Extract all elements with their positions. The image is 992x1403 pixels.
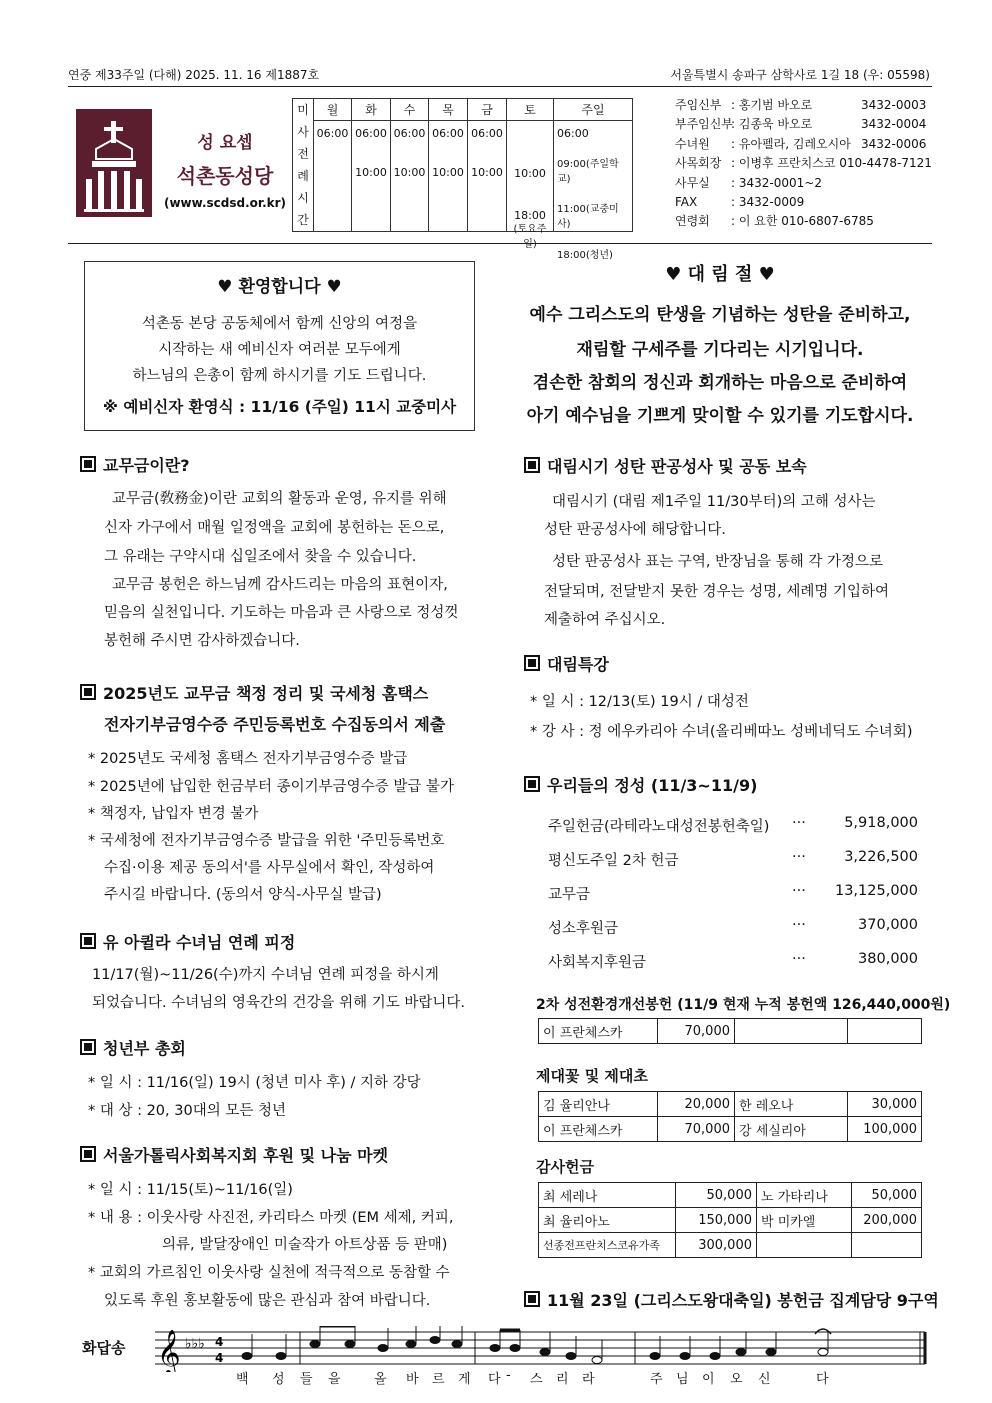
wed-times: 06:00 10:00 [391,121,429,232]
contact-row: 사무실 : 3432-0001~2 [675,175,822,190]
text-line: 주시길 바랍니다. (동의서 양식-사무실 발급) [104,887,382,903]
sat-times: 10:00 18:00 (토요주일) [507,121,554,232]
renovation-title: 2차 성전환경개선봉헌 (11/9 현재 누적 봉헌액 126,440,000원) [536,997,951,1013]
text-line: 전달되며, 전달받지 못한 경우는 성명, 세례명 기입하여 [544,584,890,600]
text-line: 그 유래는 구약시대 십일조에서 찾을 수 있습니다. [104,549,417,565]
welcome-note: ※ 예비신자 환영식 : 11/16 (주일) 11시 교중미사 [102,398,457,416]
schedule-label: 미 사 전 례 시 간 [293,99,314,232]
table-row: 최 율리아노 150,000 박 미카엘 200,000 [539,1208,922,1233]
square-bullet-icon [80,456,96,472]
square-bullet-icon [80,1146,96,1162]
offering-row: 교무금 ··· 13,125,000 [548,883,918,903]
day-sun: 주일 [554,99,633,121]
table-row: 이 프란체스카 70,000 강 세실리아 100,000 [539,1117,922,1142]
square-bullet-icon [524,457,540,473]
text-line: 봉헌해 주시면 감사하겠습니다. [104,633,300,649]
text-line: 교무금 봉헌은 하느님께 감사드리는 마음의 표현이자, [112,577,448,593]
text-line: 11/17(월)~11/26(수)까지 수녀님 연례 피정을 하시게 [92,967,439,983]
top-divider [68,86,932,87]
square-bullet-icon [524,655,540,671]
mon-times: 06:00 [314,121,352,232]
music-notation-icon [155,1326,930,1372]
table-row: 선종전프란치스코유가족 300,000 [539,1233,922,1258]
text-line: * 대 상 : 20, 30대의 모든 청년 [88,1103,286,1119]
svg-text:4: 4 [215,1335,224,1349]
svg-text:♭♭♭: ♭♭♭ [185,1336,205,1352]
contact-row: 연령회 : 이 요한 010-6807-6785 [675,214,874,229]
psalm-label: 화답송 [82,1339,126,1357]
day-tue: 화 [352,99,391,121]
thanks-title: 감사헌금 [536,1158,594,1176]
text-line: * 교회의 가르침인 이웃사랑 실천에 적극적으로 동참할 수 [88,1265,450,1281]
text-line: 수집·이용 제공 동의서'를 사무실에서 확인, 작성하여 [104,860,435,876]
square-bullet-icon [80,933,96,949]
text-line: 의류, 발달장애인 미술작가 아트상품 등 판매) [162,1237,448,1253]
section-title-collection: 11월 23일 (그리스도왕대축일) 봉헌금 집계담당 9구역 [524,1288,939,1311]
table-row: 김 율리안나 20,000 한 레오나 30,000 [539,1092,922,1117]
contact-row: 주임신부 : 홍기범 바오로 3432-0003 [675,98,927,112]
welcome-title: ♥ 환영합니다 ♥ [217,277,342,297]
contact-row: 수녀원 : 유아펠라, 김레오시아 3432-0006 [675,136,927,151]
welcome-line: 석촌동 본당 공동체에서 함께 신앙의 여정을 [141,316,418,332]
offering-row: 사회복지후원금 ··· 380,000 [548,951,918,971]
text-line: 대림시기 (대림 제1주일 11/30부터)의 고해 성사는 [552,494,876,510]
altar-table [538,1091,922,1142]
welcome-line: 하느님의 은총이 함께 하시기를 기도 드립니다. [132,368,427,384]
day-thu: 목 [429,99,468,121]
text-line: 있도록 후원 홍보활동에 많은 관심과 참여 바랍니다. [104,1293,431,1309]
table-row: 이 프란체스카 70,000 [539,1019,922,1044]
text-line: * 2025년에 납입한 헌금부터 종이기부금영수증 발급 불가 [88,779,454,795]
church-building-icon [76,109,152,217]
church-name-1: 성 요셉 [197,133,253,153]
advent-line: 재림할 구세주를 기다리는 시기입니다. [576,340,864,360]
contact-row: 사목회장 : 이병후 프란치스코 010-4478-7121 [675,156,932,171]
contact-row: 부주임신부: 김종욱 바오로 3432-0004 [675,117,927,132]
welcome-line: 시작하는 새 예비신자 여러분 모두에게 [158,342,401,358]
text-line: 제출하여 주십시오. [544,612,666,628]
contact-list [675,96,932,232]
church-logo [76,109,152,217]
square-bullet-icon [524,1291,540,1307]
text-line: 교무금(敎務金)이란 교회의 활동과 운영, 유지를 위해 [112,491,447,507]
contact-row: FAX : 3432-0009 [675,195,805,210]
section-title-dues: 교무금이란? [80,453,190,476]
text-line: * 2025년도 국세청 홈택스 전자기부금영수증 발급 [88,751,408,767]
thanks-table [538,1182,922,1258]
fri-times: 06:00 10:00 [468,121,507,232]
offering-row: 주일헌금(라테라노대성전봉헌축일) ··· 5,918,000 [548,815,918,835]
thu-times: 06:00 10:00 [429,121,468,232]
section-title-market: 서울가톨릭사회복지회 후원 및 나눔 마켓 [80,1143,388,1166]
altar-title: 제대꽃 및 제대초 [536,1067,648,1085]
text-line: * 일 시 : 11/15(토)~11/16(일) [88,1182,293,1198]
offering-row: 성소후원금 ··· 370,000 [548,917,918,937]
text-line: 성탄 판공성사 표는 구역, 반장님을 통해 각 가정으로 [552,554,884,570]
text-line: * 국세청에 전자기부금영수증 발급을 위한 '주민등록번호 [88,833,445,849]
sun-times: 06:00 09:00(주일학교) 11:00(교중미사) 18:00(청년) [554,121,633,232]
svg-text:4: 4 [215,1351,224,1365]
day-fri: 금 [468,99,507,121]
square-bullet-icon [524,776,540,792]
issue-line: 연중 제33주일 (다해) 2025. 11. 16 제1887호 [68,68,320,82]
address-line: 서울특별시 송파구 삼학사로 1길 18 (우: 05598) [670,68,930,82]
church-url: (www.scdsd.or.kr) [163,196,287,210]
square-bullet-icon [80,1039,96,1055]
text-line: 성탄 판공성사에 해당합니다. [544,522,726,538]
section-title-receipt: 2025년도 교무금 책정 정리 및 국세청 홈택스 [80,681,428,704]
welcome-box [84,261,475,431]
text-line: 믿음의 실천입니다. 기도하는 마음과 큰 사랑으로 정성껏 [104,605,459,621]
text-line: * 일 시 : 11/16(일) 19시 (청년 미사 후) / 지하 강당 [88,1075,421,1091]
day-wed: 수 [391,99,429,121]
text-line: 신자 가구에서 매월 일정액을 교회에 봉헌하는 돈으로, [104,520,445,536]
section-title-youth: 청년부 총회 [80,1036,186,1059]
section-title-confession: 대림시기 성탄 판공성사 및 공동 보속 [524,454,807,477]
text-line: * 내 용 : 이웃사랑 사진전, 카리타스 마켓 (EM 세제, 커피, [88,1210,454,1226]
advent-line: 아기 예수님을 기쁘게 맞이할 수 있기를 기도합시다. [526,406,914,426]
advent-title: ♥ 대 림 절 ♥ [665,264,775,285]
table-row: 최 세레나 50,000 노 가타리나 50,000 [539,1183,922,1208]
header-divider [68,243,932,244]
advent-line: 겸손한 참회의 정신과 회개하는 마음으로 준비하여 [532,373,908,393]
text-line: * 책정자, 납입자 변경 불가 [88,806,259,822]
section-title-receipt-2: 전자기부금영수증 주민등록번호 수집동의서 제출 [104,715,446,734]
advent-line: 예수 그리스도의 탄생을 기념하는 성탄을 준비하고, [529,305,911,325]
day-sat: 토 [507,99,554,121]
text-line: * 일 시 : 12/13(토) 19시 / 대성전 [530,694,749,710]
section-title-offerings: 우리들의 정성 (11/3~11/9) [524,773,757,796]
section-title-retreat: 유 아퀼라 수녀님 연례 피정 [80,930,295,953]
mass-schedule [292,98,633,261]
svg-text:𝄞: 𝄞 [157,1330,181,1372]
square-bullet-icon [80,684,96,700]
section-title-lecture: 대림특강 [524,652,609,675]
church-name-2: 석촌동성당 [176,164,274,188]
renovation-table [538,1018,922,1044]
offering-row: 평신도주일 2차 헌금 ··· 3,226,500 [548,849,918,869]
day-mon: 월 [314,99,352,121]
text-line: * 강 사 : 정 에우카리아 수녀(올리베따노 성베네딕도 수녀회) [530,724,913,740]
tue-times: 06:00 10:00 [352,121,391,232]
text-line: 되었습니다. 수녀님의 영육간의 건강을 위해 기도 바랍니다. [92,995,466,1011]
